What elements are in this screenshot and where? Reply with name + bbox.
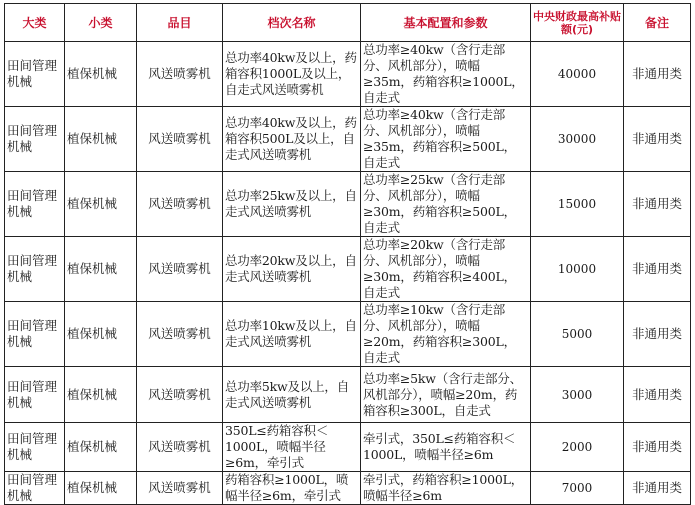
cell-item: 风送喷雾机 [137, 423, 223, 472]
header-subsidy: 中央财政最高补贴额(元) [531, 4, 624, 42]
cell-note: 非通用类 [624, 42, 691, 107]
cell-spec: 牵引式，药箱容积≥1000L，喷幅半径≥6m [361, 472, 531, 505]
cell-subcategory: 植保机械 [65, 237, 137, 302]
table-row [5, 302, 691, 367]
cell-grade-name: 总功率40kw及以上，药箱容积1000L及以上，自走式风送喷雾机 [223, 42, 361, 107]
cell-item: 风送喷雾机 [137, 237, 223, 302]
cell-spec: 总功率≥5kw（含行走部分、风机部分），喷幅≥20m，药箱容积≥300L，自走式 [361, 367, 531, 423]
cell-item: 风送喷雾机 [137, 172, 223, 237]
cell-subcategory: 植保机械 [65, 302, 137, 367]
subsidy-table-container [4, 3, 691, 505]
cell-subsidy: 40000 [531, 42, 624, 107]
cell-category: 田间管理机械 [5, 367, 65, 423]
cell-spec: 总功率≥40kw（含行走部分、风机部分），喷幅≥35m，药箱容积≥500L，自走式 [361, 107, 531, 172]
cell-grade-name: 总功率20kw及以上，自走式风送喷雾机 [223, 237, 361, 302]
cell-spec: 牵引式，350L≤药箱容积＜1000L，喷幅半径≥6m [361, 423, 531, 472]
cell-note: 非通用类 [624, 423, 691, 472]
cell-category: 田间管理机械 [5, 423, 65, 472]
cell-subcategory: 植保机械 [65, 423, 137, 472]
cell-subsidy: 30000 [531, 107, 624, 172]
subsidy-table [4, 3, 691, 505]
cell-category: 田间管理机械 [5, 107, 65, 172]
cell-subsidy: 7000 [531, 472, 624, 505]
table-row [5, 172, 691, 237]
cell-subcategory: 植保机械 [65, 367, 137, 423]
cell-grade-name: 总功率25kw及以上，自走式风送喷雾机 [223, 172, 361, 237]
cell-note: 非通用类 [624, 367, 691, 423]
header-subcategory: 小类 [65, 4, 137, 42]
cell-grade-name: 350L≤药箱容积＜1000L，喷幅半径≥6m，牵引式 [223, 423, 361, 472]
cell-item: 风送喷雾机 [137, 302, 223, 367]
cell-grade-name: 药箱容积≥1000L，喷幅半径≥6m，牵引式 [223, 472, 361, 505]
table-row [5, 107, 691, 172]
table-row [5, 423, 691, 472]
cell-subsidy: 10000 [531, 237, 624, 302]
cell-category: 田间管理机械 [5, 302, 65, 367]
table-row [5, 42, 691, 107]
cell-item: 风送喷雾机 [137, 367, 223, 423]
cell-category: 田间管理机械 [5, 42, 65, 107]
cell-subcategory: 植保机械 [65, 107, 137, 172]
cell-spec: 总功率≥20kw（含行走部分、风机部分），喷幅≥30m，药箱容积≥400L，自走式 [361, 237, 531, 302]
cell-subsidy: 3000 [531, 367, 624, 423]
table-row [5, 472, 691, 505]
cell-category: 田间管理机械 [5, 472, 65, 505]
cell-subsidy: 5000 [531, 302, 624, 367]
header-note: 备注 [624, 4, 691, 42]
cell-grade-name: 总功率40kw及以上，药箱容积500L及以上，自走式风送喷雾机 [223, 107, 361, 172]
header-row [5, 4, 691, 42]
cell-note: 非通用类 [624, 302, 691, 367]
cell-spec: 总功率≥40kw（含行走部分、风机部分），喷幅≥35m，药箱容积≥1000L，自走式 [361, 42, 531, 107]
header-spec: 基本配置和参数 [361, 4, 531, 42]
cell-subcategory: 植保机械 [65, 172, 137, 237]
header-item: 品目 [137, 4, 223, 42]
cell-subsidy: 15000 [531, 172, 624, 237]
cell-note: 非通用类 [624, 472, 691, 505]
cell-category: 田间管理机械 [5, 172, 65, 237]
cell-grade-name: 总功率5kw及以上，自走式风送喷雾机 [223, 367, 361, 423]
table-row [5, 237, 691, 302]
table-row [5, 367, 691, 423]
cell-item: 风送喷雾机 [137, 42, 223, 107]
cell-item: 风送喷雾机 [137, 107, 223, 172]
cell-subcategory: 植保机械 [65, 472, 137, 505]
cell-subsidy: 2000 [531, 423, 624, 472]
cell-spec: 总功率≥10kw（含行走部分、风机部分），喷幅≥20m，药箱容积≥300L，自走式 [361, 302, 531, 367]
header-grade-name: 档次名称 [223, 4, 361, 42]
cell-category: 田间管理机械 [5, 237, 65, 302]
cell-note: 非通用类 [624, 172, 691, 237]
cell-item: 风送喷雾机 [137, 472, 223, 505]
cell-spec: 总功率≥25kw（含行走部分、风机部分），喷幅≥30m，药箱容积≥500L，自走式 [361, 172, 531, 237]
cell-note: 非通用类 [624, 237, 691, 302]
cell-subcategory: 植保机械 [65, 42, 137, 107]
cell-grade-name: 总功率10kw及以上，自走式风送喷雾机 [223, 302, 361, 367]
header-category: 大类 [5, 4, 65, 42]
cell-note: 非通用类 [624, 107, 691, 172]
